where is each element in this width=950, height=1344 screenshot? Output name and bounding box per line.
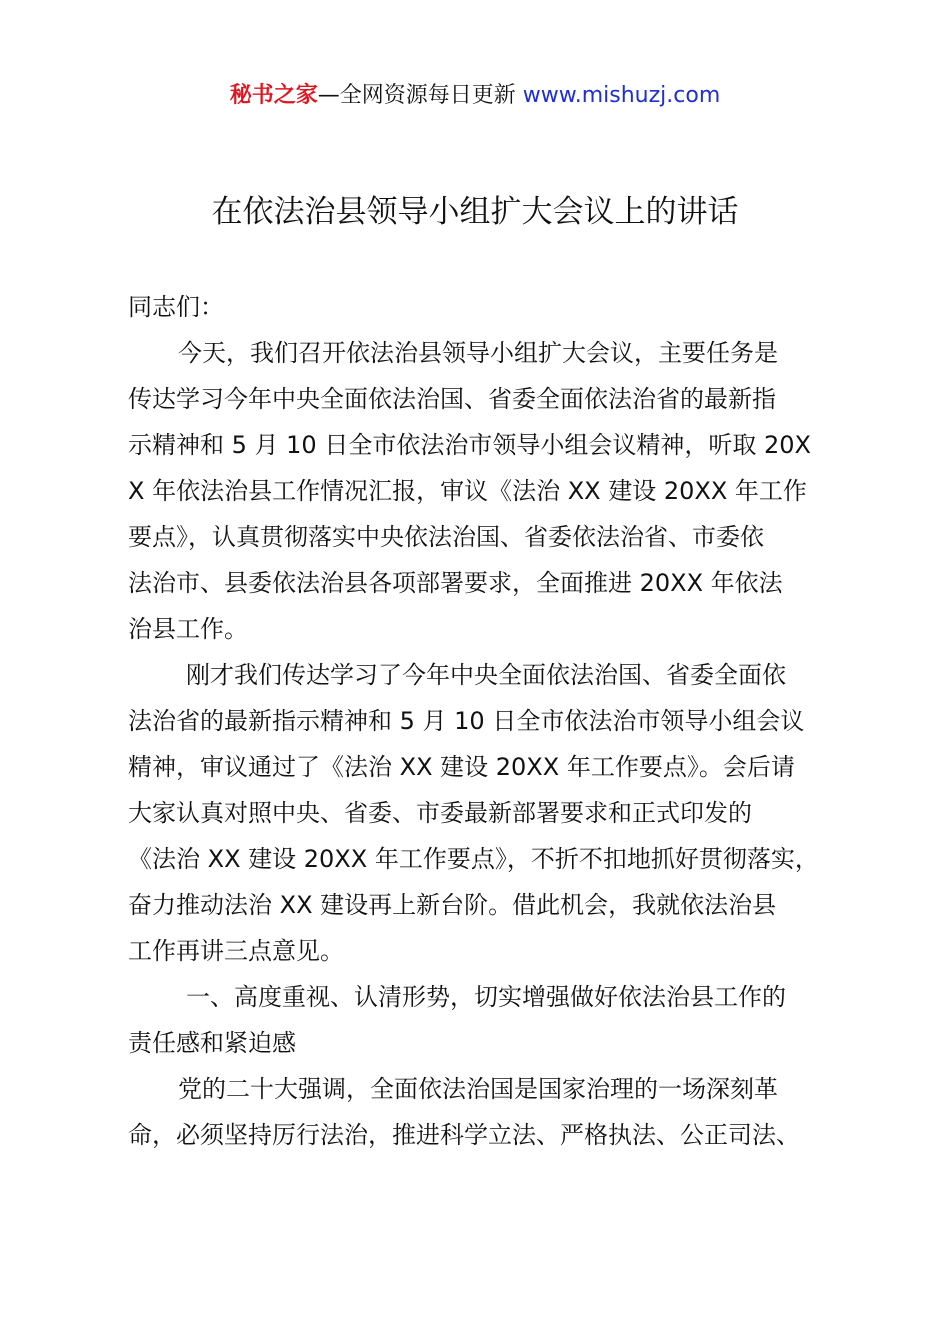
paragraph-line: 法治省的最新指示精神和 5 月 10 日全市依法治市领导小组会议 — [128, 707, 805, 735]
paragraph-line: 示精神和 5 月 10 日全市依法治市领导小组会议精神，听取 20X — [128, 431, 811, 459]
paragraph-line: 奋力推动法治 XX 建设再上新台阶。借此机会，我就依法治县 — [128, 891, 777, 919]
salutation: 同志们： — [128, 293, 224, 321]
site-brand: 秘书之家 — [229, 83, 318, 108]
paragraph-line: 党的二十大强调，全面依法治国是国家治理的一场深刻革 — [178, 1075, 778, 1103]
document-body — [128, 284, 840, 1158]
paragraph-line: 《法治 XX 建设 20XX 年工作要点》，不折不扣地抓好贯彻落实， — [128, 845, 819, 873]
site-tagline: —全网资源每日更新 — [317, 83, 523, 108]
section-heading-line: 责任感和紧迫感 — [128, 1029, 296, 1057]
paragraph-line: 工作再讲三点意见。 — [128, 937, 344, 965]
site-header — [0, 80, 950, 112]
paragraph-line: 传达学习今年中央全面依法治国、省委全面依法治省的最新指 — [128, 385, 776, 413]
paragraph-line: X 年依法治县工作情况汇报，审议《法治 XX 建设 20XX 年工作 — [128, 477, 807, 505]
paragraph-line: 法治市、县委依法治县各项部署要求，全面推进 20XX 年依法 — [128, 569, 783, 597]
site-url-link[interactable]: www.mishuzj.com — [522, 83, 721, 108]
paragraph-line: 命，必须坚持厉行法治，推进科学立法、严格执法、公正司法、 — [128, 1121, 800, 1149]
paragraph-line: 大家认真对照中央、省委、市委最新部署要求和正式印发的 — [128, 799, 752, 827]
section-heading-line: 一、高度重视、认清形势，切实增强做好依法治县工作的 — [186, 983, 786, 1011]
paragraph-line: 要点》，认真贯彻落实中央依法治国、省委依法治省、市委依 — [128, 523, 764, 551]
document-title: 在依法治县领导小组扩大会议上的讲话 — [211, 194, 739, 230]
paragraph-line: 刚才我们传达学习了今年中央全面依法治国、省委全面依 — [186, 661, 786, 689]
paragraph-line: 精神，审议通过了《法治 XX 建设 20XX 年工作要点》。会后请 — [128, 753, 795, 781]
paragraph-line: 治县工作。 — [128, 615, 248, 643]
paragraph-line: 今天，我们召开依法治县领导小组扩大会议，主要任务是 — [178, 339, 778, 367]
